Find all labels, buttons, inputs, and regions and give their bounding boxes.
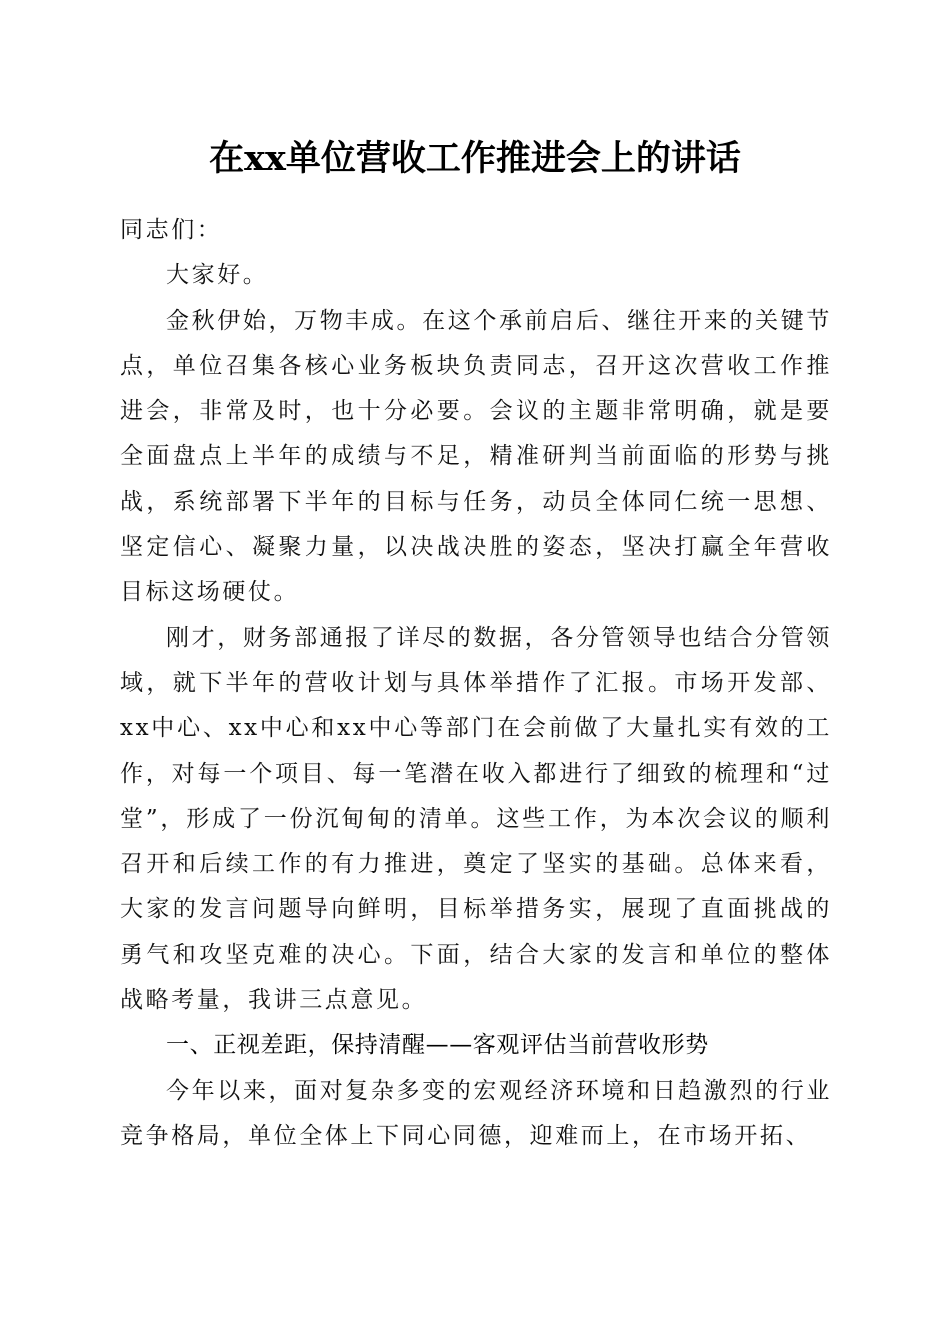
greeting: 大家好。 <box>166 262 269 289</box>
paragraph-opening: 金秋伊始，万物丰成。在这个承前启后、继往开来的关键节点，单位召集各核心业务板块负责同志，召开这次营收工作推进会，非常及时，也十分必要。会议的主题非常明确，就是要全面盘点上半年的成绩与不足，精准研判当前面临的形势与挑战，系统部署下半年的目标与任务，动员全体同仁统一思想、坚定信心、凝聚力量，以决战决胜的姿态，坚决打赢全年营收目标这场硬仗。 <box>120 307 832 606</box>
section-heading: 一、正视差距，保持清醒——客观评估当前营收形势 <box>166 1032 709 1059</box>
document-body <box>120 208 832 1159</box>
document-title: 在xx单位营收工作推进会上的讲话 <box>209 138 741 179</box>
paragraph-review: 刚才，财务部通报了详尽的数据，各分管领导也结合分管领域，就下半年的营收计划与具体举措作了汇报。市场开发部、xx中心、xx中心和xx中心等部门在会前做了大量扎实有效的工作，对每一个项目、每一笔潜在收入都进行了细致的梳理和“过堂”，形成了一份沉甸甸的清单。这些工作，为本次会议的顺利召开和后续工作的有力推进，奠定了坚实的基础。总体来看，大家的发言问题导向鲜明，目标举措务实，展现了直面挑战的勇气和攻坚克难的决心。下面，结合大家的发言和单位的整体战略考量，我讲三点意见。 <box>120 624 832 1014</box>
section-paragraph: 今年以来，面对复杂多变的宏观经济环境和日趋激烈的行业竞争格局，单位全体上下同心同德，迎难而上，在市场开拓、 <box>120 1077 832 1149</box>
salutation: 同志们： <box>120 217 223 243</box>
